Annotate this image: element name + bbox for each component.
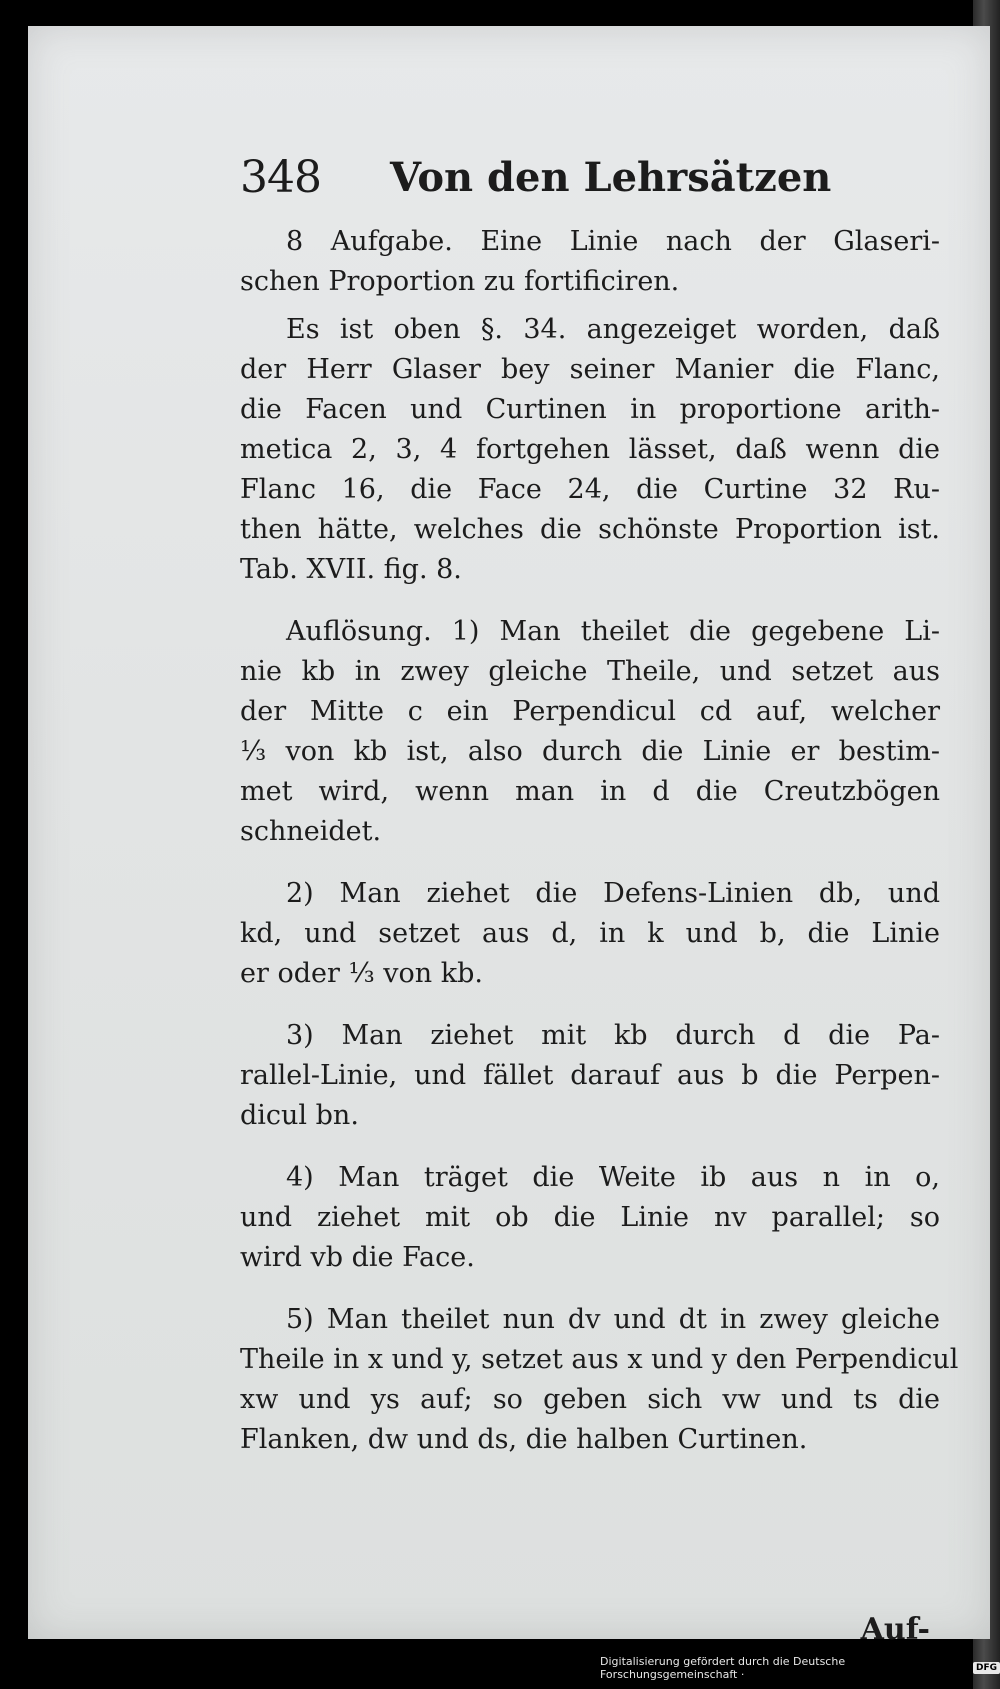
solution-line: nie kb in zwey gleiche Theile, und setzet aus (240, 656, 940, 687)
intro-line: then hätte, welches die schönste Proportion ist. (240, 514, 940, 545)
solution-line: Auflösung. 1) Man theilet die gegebene Li- (286, 616, 940, 647)
digitization-footer (600, 1656, 1000, 1680)
step-2-line: kd, und setzet aus d, in k und b, die Linie (240, 918, 940, 949)
intro-line: Tab. XVII. fig. 8. (240, 554, 462, 585)
step-2-line: 2) Man ziehet die Defens-Linien db, und (286, 878, 940, 909)
task-title-line: schen Proportion zu fortificiren. (240, 266, 680, 297)
task-title (240, 222, 940, 302)
step-4-line: wird vb die Face. (240, 1242, 475, 1273)
intro-line: Es ist oben §. 34. angezeiget worden, daß (286, 314, 940, 345)
step-5-line: Flanken, dw und ds, die halben Curtinen. (240, 1424, 808, 1455)
solution-line: schneidet. (240, 816, 382, 847)
step-5-line: Theile in x und y, setzet aus x und y den Perpendicul (240, 1344, 959, 1375)
step-2-line: er oder ⅓ von kb. (240, 958, 483, 989)
step-4-line: 4) Man träget die Weite ib aus n in o, (286, 1162, 940, 1193)
solution-paragraph (240, 612, 940, 852)
step-4-line: und ziehet mit ob die Linie nv parallel; so (240, 1202, 940, 1233)
step-5-line: xw und ys auf; so geben sich vw und ts die (240, 1384, 940, 1415)
dfg-logo-icon: DFG (973, 1662, 1000, 1674)
step-3-paragraph (240, 1016, 940, 1136)
intro-line: Flanc 16, die Face 24, die Curtine 32 Ru- (240, 474, 940, 505)
step-3-line: dicul bn. (240, 1100, 359, 1131)
page-number: 348 (240, 152, 321, 203)
step-5-line: 5) Man theilet nun dv und dt in zwey gleiche (286, 1304, 940, 1335)
solution-line: met wird, wenn man in d die Creutzbögen (240, 776, 940, 807)
solution-line: ⅓ von kb ist, also durch die Linie er bestim- (240, 736, 940, 767)
intro-paragraph (240, 310, 940, 590)
step-4-paragraph (240, 1158, 940, 1278)
task-title-line: 8 Aufgabe. Eine Linie nach der Glaseri- (286, 226, 940, 257)
step-2-paragraph (240, 874, 940, 994)
catchword: Auf- (860, 1612, 930, 1647)
intro-line: die Facen und Curtinen in proportione arith- (240, 394, 940, 425)
footer-credit: Digitalisierung gefördert durch die Deutsche Forschungsgemeinschaft · (600, 1655, 846, 1681)
running-head: Von den Lehrsätzen (390, 154, 832, 201)
intro-line: metica 2, 3, 4 fortgehen lässet, daß wenn die (240, 434, 940, 465)
solution-line: der Mitte c ein Perpendicul cd auf, welcher (240, 696, 940, 727)
step-3-line: 3) Man ziehet mit kb durch d die Pa- (286, 1020, 940, 1051)
page-header (240, 152, 940, 222)
intro-line: der Herr Glaser bey seiner Manier die Flanc, (240, 354, 940, 385)
page-text (240, 152, 959, 1647)
step-3-line: rallel-Linie, und fället darauf aus b die Perpen- (240, 1060, 940, 1091)
step-5-paragraph (240, 1300, 959, 1460)
